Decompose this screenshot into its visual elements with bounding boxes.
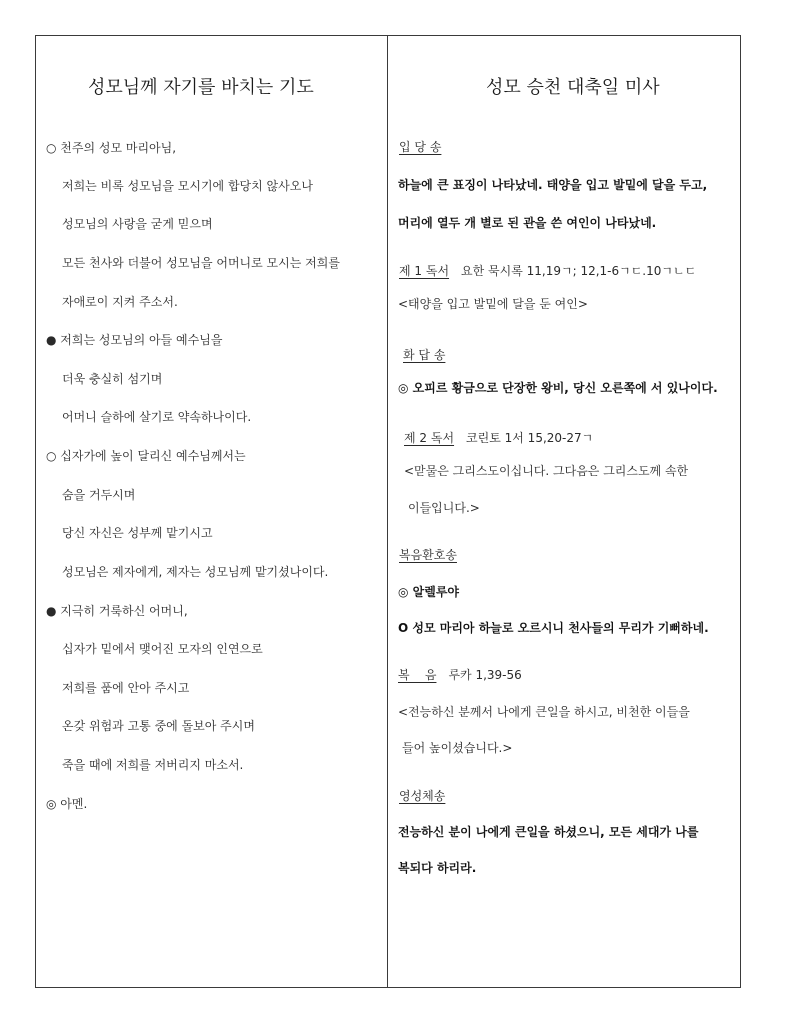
psalm-label: 화 답 송 bbox=[403, 348, 446, 362]
right-title: 성모 승천 대축일 미사 bbox=[486, 77, 660, 98]
prayer-line: 모든 천사와 더불어 성모님을 어머니로 모시는 저희를 bbox=[62, 256, 340, 270]
alleluia-verse: O 성모 마리아 하늘로 오르시니 천사들의 무리가 기뻐하네. bbox=[398, 621, 709, 635]
alleluia-label: 복음환호송 bbox=[399, 548, 457, 562]
entrance-line: 하늘에 큰 표징이 나타났네. 태양을 입고 발밑에 달을 두고, bbox=[398, 178, 708, 192]
prayer-line: 온갖 위험과 고통 중에 돌보아 주시며 bbox=[62, 719, 255, 733]
reading1-ref: 요한 묵시록 11,19ㄱ; 12,1-6ㄱㄷ.10ㄱㄴㄷ bbox=[461, 264, 697, 278]
reading2-heading bbox=[404, 430, 593, 446]
prayer-line: ○ 천주의 성모 마리아님, bbox=[46, 141, 177, 155]
reading2-label: 제 2 독서 bbox=[404, 431, 455, 445]
reading2-summary: 이들입니다.> bbox=[408, 501, 480, 515]
prayer-line: 자애로이 지켜 주소서. bbox=[62, 295, 178, 309]
prayer-line: 당신 자신은 성부께 맡기시고 bbox=[62, 526, 213, 540]
prayer-line: 죽을 때에 저희를 저버리지 마소서. bbox=[62, 758, 244, 772]
prayer-line: ○ 십자가에 높이 달리신 예수님께서는 bbox=[46, 449, 246, 463]
prayer-line: ● 지극히 거룩하신 어머니, bbox=[46, 604, 188, 618]
psalm-response: ◎ 오피르 황금으로 단장한 왕비, 당신 오른쪽에 서 있나이다. bbox=[398, 381, 718, 395]
prayer-line: 십자가 밑에서 맺어진 모자의 인연으로 bbox=[62, 642, 263, 656]
prayer-line: ● 저희는 성모님의 아들 예수님을 bbox=[46, 333, 223, 347]
prayer-line: ◎ 아멘. bbox=[46, 797, 88, 811]
communion-line: 복되다 하리라. bbox=[398, 861, 477, 875]
entrance-line: 머리에 열두 개 별로 된 관을 쓴 여인이 나타났네. bbox=[398, 216, 657, 230]
reading1-label: 제 1 독서 bbox=[399, 264, 450, 278]
communion-label: 영성체송 bbox=[399, 789, 446, 803]
alleluia-line: ◎ 알렐루야 bbox=[398, 585, 460, 599]
reading2-ref: 코린토 1서 15,20-27ㄱ bbox=[466, 431, 594, 445]
prayer-line: 저희를 품에 안아 주시고 bbox=[62, 681, 190, 695]
gospel-ref: 루카 1,39-56 bbox=[448, 668, 522, 682]
communion-line: 전능하신 분이 나에게 큰일을 하셨으니, 모든 세대가 나를 bbox=[398, 825, 699, 839]
prayer-line: 숨을 거두시며 bbox=[62, 488, 136, 502]
prayer-line: 성모님의 사랑을 굳게 믿으며 bbox=[62, 217, 213, 231]
gospel-summary: 들어 높이셨습니다.> bbox=[402, 741, 513, 755]
entrance-label: 입 당 송 bbox=[399, 140, 442, 154]
prayer-line: 더욱 충실히 섬기며 bbox=[62, 372, 163, 386]
prayer-line: 성모님은 제자에게, 제자는 성모님께 맡기셨나이다. bbox=[62, 565, 329, 579]
reading1-heading bbox=[399, 263, 696, 279]
reading1-summary: <태양을 입고 발밑에 달을 둔 여인> bbox=[398, 297, 588, 311]
gospel-label: 복 음 bbox=[398, 668, 437, 682]
gospel-heading bbox=[398, 667, 522, 683]
gospel-summary: <전능하신 분께서 나에게 큰일을 하시고, 비천한 이들을 bbox=[398, 705, 690, 719]
prayer-line: 어머니 슬하에 살기로 약속하나이다. bbox=[62, 410, 252, 424]
reading2-summary: <맏물은 그리스도이십니다. 그다음은 그리스도께 속한 bbox=[404, 464, 689, 478]
column-divider bbox=[387, 35, 388, 988]
prayer-line: 저희는 비록 성모님을 모시기에 합당치 않사오나 bbox=[62, 179, 313, 193]
left-title: 성모님께 자기를 바치는 기도 bbox=[88, 77, 314, 98]
